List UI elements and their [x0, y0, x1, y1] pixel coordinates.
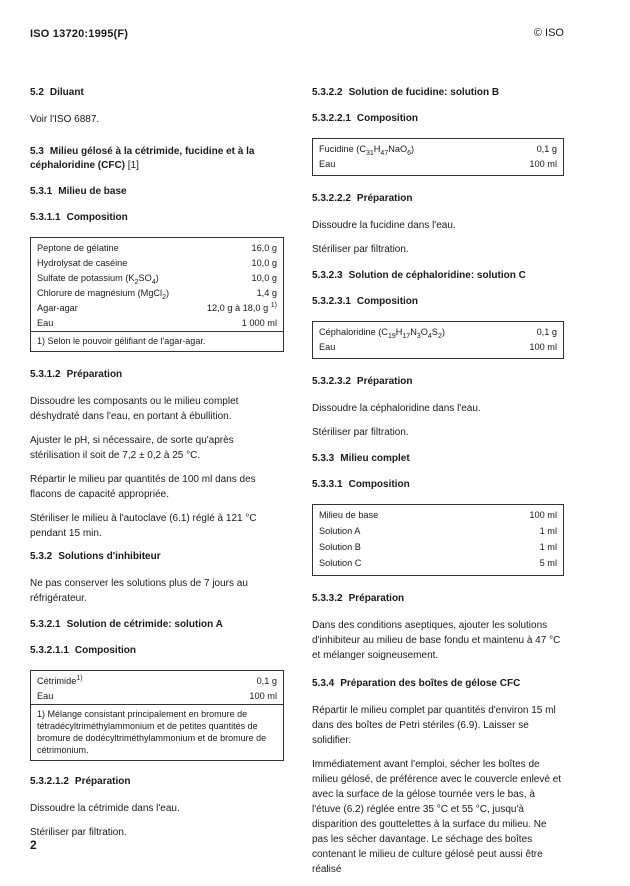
table-footnote: 1) Selon le pouvoir gélifiant de l'agar-agar. [31, 331, 283, 351]
table-row: Eau 1 000 ml [37, 318, 277, 328]
paragraph: Dans des conditions aseptiques, ajouter les solutions d'inhibiteur au milieu de base fondu et maintenu à 47 °C et mélanger soigneusement. [312, 620, 561, 661]
section-heading: 5.3.2.1.2 Préparation [30, 776, 131, 787]
table-row: Fucidine $(C_{31}H_{47}NaO_6)$ 0,1 g [319, 144, 557, 157]
table-row: Agar-agar 12,0 g à 18,0 g $^{1)}$ [37, 301, 277, 313]
section-heading: 5.3.2.3.1 Composition [312, 296, 419, 307]
table-row: Solution C 5 ml [319, 558, 557, 568]
section-heading: 5.3.2.2.1 Composition [312, 113, 419, 124]
section-heading: 5.3.2 Solutions d'inhibiteur [30, 551, 161, 562]
table-row: Hydrolysat de caséine 10,0 g [37, 258, 277, 268]
left-column [30, 86, 284, 849]
paragraph: Stériliser par filtration. [312, 427, 409, 438]
paragraph: Répartir le milieu complet par quantités d'environ 15 ml dans des boîtes de Petri stériles (6.9). Laisser se solidifier. [312, 705, 556, 746]
complete-medium-table [312, 504, 564, 576]
section-heading: 5.3.3 Milieu complet [312, 453, 410, 464]
table-row: Chlorure de magnésium (MgCl$_2$) 1,4 g [37, 288, 277, 301]
table-row: Solution A 1 ml [319, 526, 557, 536]
paragraph: Stériliser le milieu à l'autoclave (6.1) réglé à 121 °C pendant 15 min. [30, 513, 257, 539]
fucidine-composition-table [312, 138, 564, 176]
section-heading: 5.3.3.2 Préparation [312, 593, 405, 604]
table-row: Céphaloridine $(C_{19}H_{17}N_3O_4S_2)$ 0,1 g [319, 327, 557, 340]
paragraph: Dissoudre la céphaloridine dans l'eau. [312, 403, 481, 414]
section-heading: 5.3 Milieu gélosé à la cétrimide, fucidine et à la céphaloridine (CFC) [1] [30, 146, 255, 171]
table-row: Eau 100 ml [319, 159, 557, 169]
table-row: Eau 100 ml [319, 342, 557, 352]
section-heading: 5.3.2.3.2 Préparation [312, 376, 413, 387]
cetrimide-composition-table [30, 670, 284, 761]
section-heading: 5.3.1 Milieu de base [30, 186, 127, 197]
table-row: Cétrimide$^{1)}$ 0,1 g [37, 674, 277, 686]
section-heading: 5.3.2.2.2 Préparation [312, 193, 413, 204]
table-row: Peptone de gélatine 16,0 g [37, 243, 277, 253]
base-composition-table [30, 237, 284, 352]
table-footnote: 1) Mélange consistant principalement en bromure de tétradécyltriméthylammonium et de petites quantités de bromure de dodécyltriméthylammonium et de bromure de cétrimonium. [31, 704, 283, 760]
paragraph: Stériliser par filtration. [30, 827, 127, 838]
right-column [312, 86, 564, 886]
paragraph: Stériliser par filtration. [312, 244, 409, 255]
section-heading: 5.2 Diluant [30, 87, 84, 98]
paragraph: Dissoudre la cétrimide dans l'eau. [30, 803, 180, 814]
section-heading: 5.3.3.1 Composition [312, 479, 410, 490]
table-row: Sulfate de potassium $(K_2SO_4)$ 10,0 g [37, 273, 277, 286]
standard-number: ISO 13720:1995(F) [30, 28, 129, 40]
section-heading: 5.3.1.2 Préparation [30, 369, 123, 380]
copyright-mark: © ISO [533, 27, 564, 39]
section-heading: 5.3.1.1 Composition [30, 212, 128, 223]
paragraph: Immédiatement avant l'emploi, sécher les boîtes de milieu gélosé, de préférence avec le couvercle enlevé et avec la surface de la gélose tournée vers le bas, à l'étuve (6.2) réglée entre 35 °C et 55 °C, jusqu'à disparition des gouttelettes à la surface du milieu. Ne pas les sécher davantage. Le séchage des boîtes contenant le milieu de culture gélosé peut aussi être réalisé [312, 759, 562, 875]
paragraph: Ne pas conserver les solutions plus de 7 jours au réfrigérateur. [30, 578, 248, 604]
paragraph: Répartir le milieu par quantités de 100 ml dans des flacons de capacité appropriée. [30, 474, 256, 500]
table-row: Milieu de base 100 ml [319, 510, 557, 520]
page-number: 2 [30, 838, 37, 852]
table-row: Eau 100 ml [37, 691, 277, 701]
paragraph: Ajuster le pH, si nécessaire, de sorte qu'après stérilisation il soit de 7,2 ± 0,2 à 25 °C. [30, 435, 234, 461]
paragraph: Dissoudre la fucidine dans l'eau. [312, 220, 456, 231]
paragraph: Voir l'ISO 6887. [30, 114, 100, 125]
paragraph: Dissoudre les composants ou le milieu complet déshydraté dans l'eau, en portant à ébullition. [30, 396, 239, 422]
section-heading: 5.3.4 Préparation des boîtes de gélose CFC [312, 678, 521, 689]
section-heading: 5.3.2.1.1 Composition [30, 645, 137, 656]
section-heading: 5.3.2.2 Solution de fucidine: solution B [312, 87, 500, 98]
table-row: Solution B 1 ml [319, 542, 557, 552]
section-heading: 5.3.2.1 Solution de cétrimide: solution A [30, 619, 223, 630]
cephaloridine-composition-table [312, 321, 564, 359]
section-heading: 5.3.2.3 Solution de céphaloridine: solution C [312, 270, 526, 281]
